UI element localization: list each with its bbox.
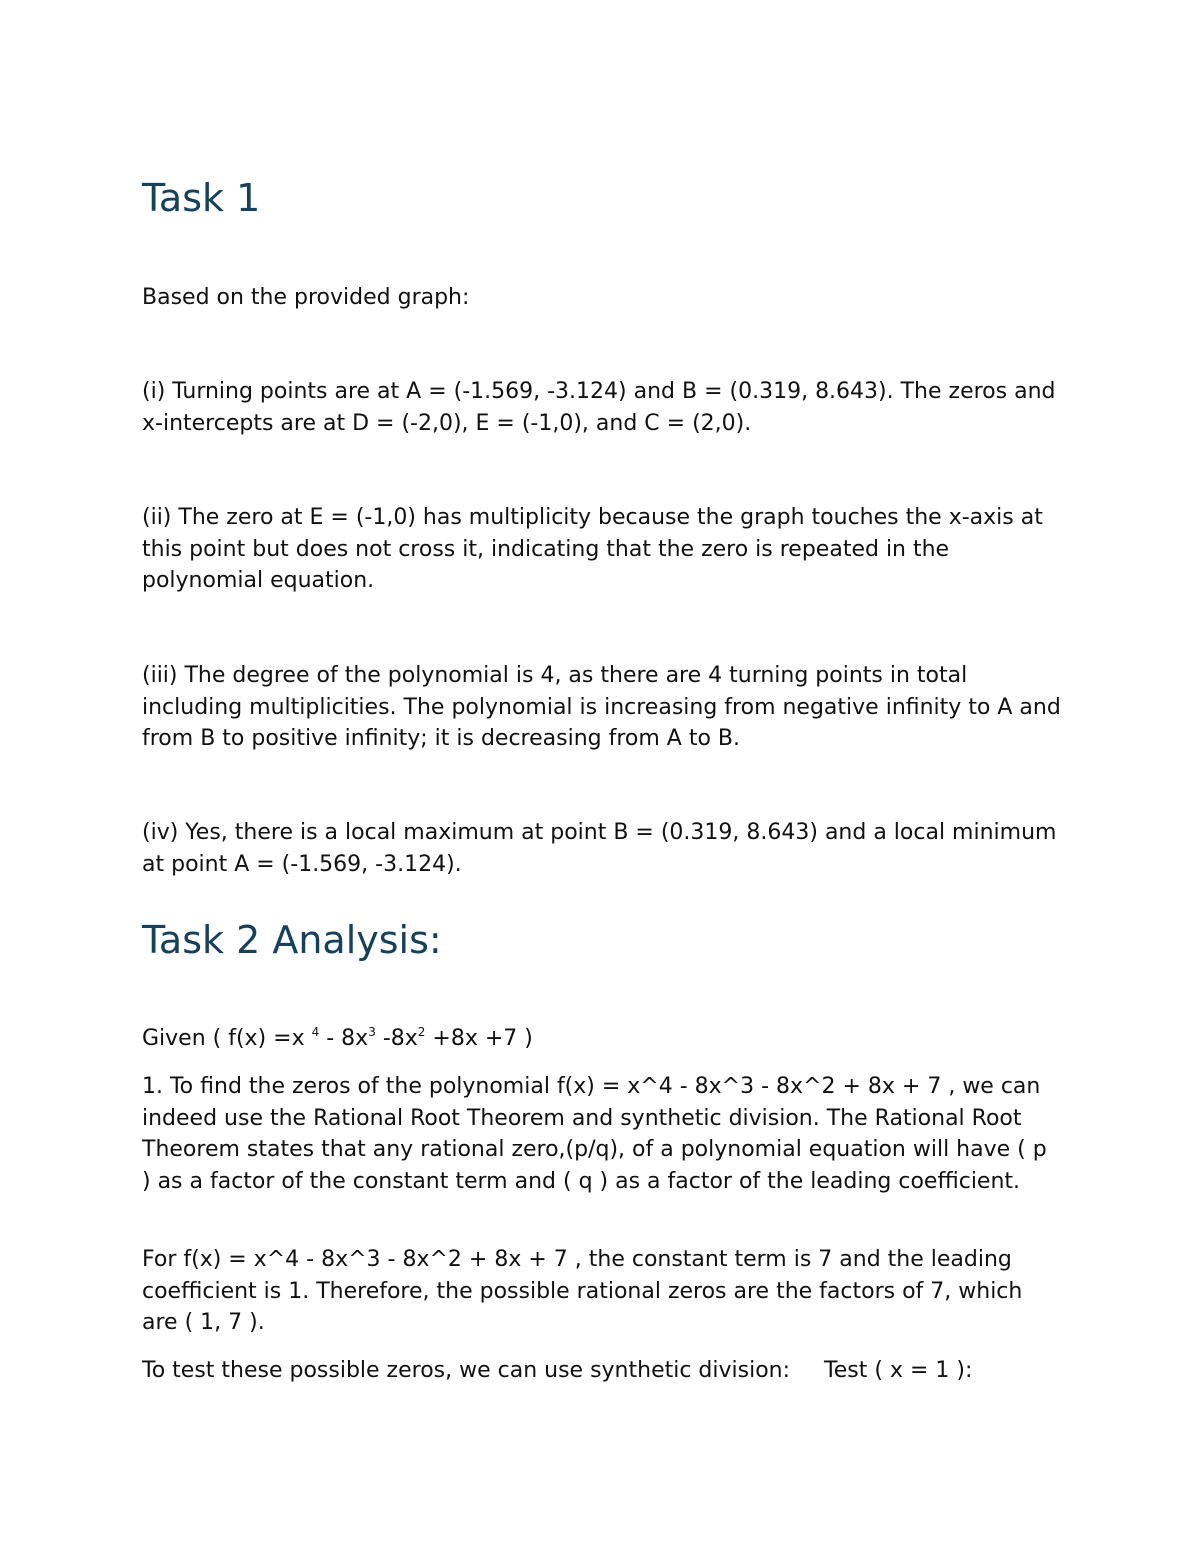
task2-test-line xyxy=(142,1355,1062,1387)
task2-constant-term: For f(x) = x^4 - 8x^3 - 8x^2 + 8x + 7 , the constant term is 7 and the leading coefficient is 1. Therefore, the possible rational zeros are the factors of 7, which are ( 1, 7 ). xyxy=(142,1247,1023,1335)
given-suffix: +8x +7 ) xyxy=(425,1026,533,1051)
given-exponent-3: 3 xyxy=(368,1025,376,1039)
given-exponent-4: 4 xyxy=(311,1025,320,1039)
task1-part-iv: (iv) Yes, there is a local maximum at point B = (0.319, 8.643) and a local minimum at point A = (-1.569, -3.124). xyxy=(142,820,1057,877)
task1-part-iii: (iii) The degree of the polynomial is 4, as there are 4 turning points in total including multiplicities. The polynomial is increasing from negative infinity to A and from B to positive infinity; it is decreasing from A to B. xyxy=(142,663,1061,751)
given-mid-2: -8x xyxy=(375,1026,418,1051)
task2-heading: Task 2 Analysis: xyxy=(142,918,442,962)
task2-step1: 1. To find the zeros of the polynomial f(x) = x^4 - 8x^3 - 8x^2 + 8x + 7 , we can indeed use the Rational Root Theorem and synthetic division. The Rational Root Theorem states that any rational zero,(p/q), of a polynomial equation will have ( p ) as a factor of the constant term and ( q ) as a factor of the leading coefficient. xyxy=(142,1074,1047,1194)
task2-given xyxy=(142,1023,1062,1055)
given-prefix: Given ( f(x) =x xyxy=(142,1026,305,1051)
test-text: To test these possible zeros, we can use synthetic division: xyxy=(142,1358,791,1383)
test-label: Test ( x = 1 ): xyxy=(824,1358,973,1383)
given-mid-1: - 8x xyxy=(319,1026,369,1051)
task1-heading: Task 1 xyxy=(142,176,261,220)
task1-intro: Based on the provided graph: xyxy=(142,285,470,310)
given-exponent-2: 2 xyxy=(417,1025,426,1039)
task1-part-i: (i) Turning points are at A = (-1.569, -3.124) and B = (0.319, 8.643). The zeros and x-intercepts are at D = (-2,0), E = (-1,0), and C = (2,0). xyxy=(142,379,1056,436)
task1-part-ii: (ii) The zero at E = (-1,0) has multiplicity because the graph touches the x-axis at this point but does not cross it, indicating that the zero is repeated in the polynomial equation. xyxy=(142,505,1043,593)
